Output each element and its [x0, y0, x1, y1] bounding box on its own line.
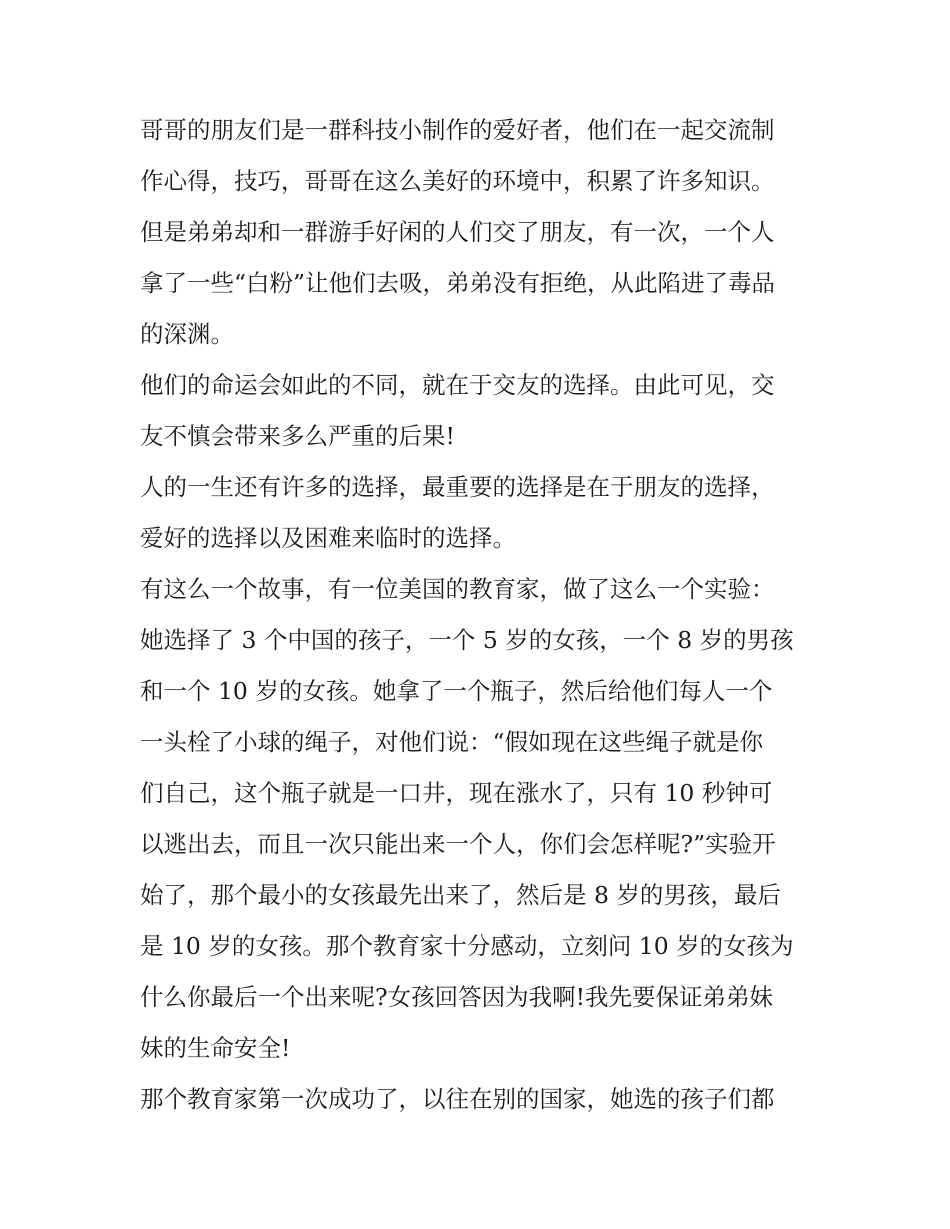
text-line: 始了，那个最小的女孩最先出来了，然后是 8 岁的男孩，最后 [140, 881, 781, 909]
text-line: 人的一生还有许多的选择，最重要的选择是在于朋友的选择， [140, 473, 775, 501]
text-line: 拿了一些“白粉”让他们去吸，弟弟没有拒绝，从此陷进了毒品 [140, 269, 776, 297]
text-line: 和一个 10 岁的女孩。她拿了一个瓶子，然后给他们每人一个 [140, 677, 773, 705]
text-line: 是 10 岁的女孩。那个教育家十分感动，立刻问 10 岁的女孩为 [140, 932, 794, 960]
body-text [140, 105, 820, 1125]
text-line: 她选择了 3 个中国的孩子，一个 5 岁的女孩，一个 8 岁的男孩 [140, 626, 794, 654]
text-line: 作心得，技巧，哥哥在这么美好的环境中，积累了许多知识。 [140, 167, 775, 195]
text-line: 他们的命运会如此的不同，就在于交友的选择。由此可见，交 [140, 371, 775, 399]
text-line: 哥哥的朋友们是一群科技小制作的爱好者，他们在一起交流制 [140, 116, 775, 144]
text-line: 一头栓了小球的绳子，对他们说：“假如现在这些绳子就是你 [140, 728, 764, 756]
text-line: 们自己，这个瓶子就是一口井，现在涨水了，只有 10 秒钟可 [140, 779, 773, 807]
text-line: 爱好的选择以及困难来临时的选择。 [140, 524, 516, 552]
text-line: 以逃出去，而且一次只能出来一个人，你们会怎样呢?”实验开 [140, 830, 776, 858]
text-line: 但是弟弟却和一群游手好闲的人们交了朋友，有一次，一个人 [140, 218, 775, 246]
text-line: 有这么一个故事，有一位美国的教育家，做了这么一个实验： [140, 575, 775, 603]
text-line: 那个教育家第一次成功了，以往在别的国家，她选的孩子们都 [140, 1085, 775, 1113]
text-line: 的深渊。 [140, 320, 234, 348]
text-line: 妹的生命安全! [140, 1034, 291, 1062]
text-line: 什么你最后一个出来呢?女孩回答因为我啊!我先要保证弟弟妹 [140, 983, 774, 1011]
text-line: 友不慎会带来多么严重的后果! [140, 422, 455, 450]
